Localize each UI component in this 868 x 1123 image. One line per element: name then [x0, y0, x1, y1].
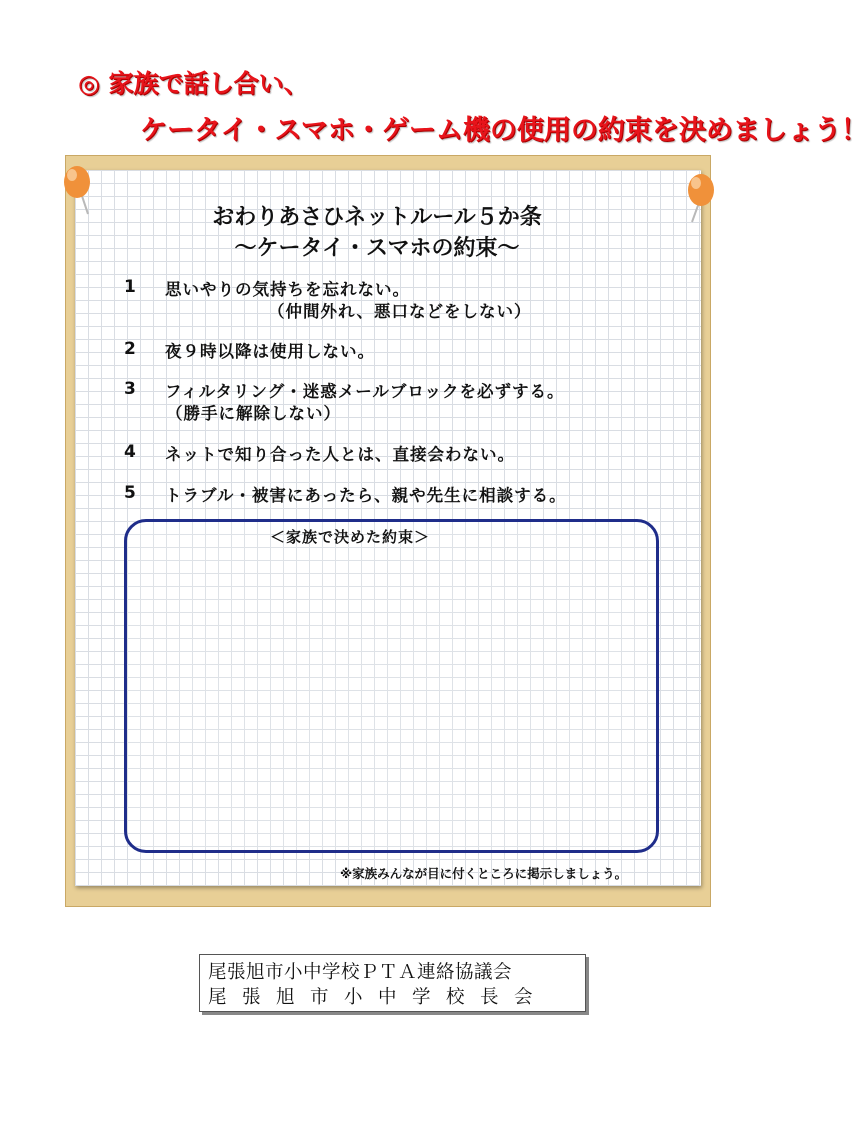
family-promise-label: ＜家族で決めた約束＞ [270, 528, 431, 546]
footnote: ※家族みんなが目に付くところに掲示しましょう。 [340, 866, 628, 881]
rule-number: 2 [124, 339, 136, 359]
rule-text: 思いやりの気持ちを忘れない。 [165, 280, 410, 299]
headline-line-1: ◎ 家族で話し合い、 [78, 69, 309, 98]
organization-pta: 尾張旭市小中学校ＰＴＡ連絡協議会 [208, 962, 513, 983]
card-title: おわりあさひネットルール５か条 [212, 205, 542, 230]
family-promise-box[interactable] [124, 519, 659, 853]
rule-text: 夜９時以降は使用しない。 [165, 342, 375, 361]
rule-text: トラブル・被害にあったら、親や先生に相談する。 [165, 486, 567, 505]
rule-number: 4 [124, 442, 136, 462]
organization-principals: 尾張旭市小中学校長会 [208, 987, 549, 1008]
rule-number: 5 [124, 483, 136, 503]
rule-note: （勝手に解除しない） [166, 404, 341, 423]
rule-text: フィルタリング・迷惑メールブロックを必ずする。 [165, 382, 565, 401]
rule-number: 3 [124, 379, 136, 399]
rule-number: 1 [124, 277, 136, 297]
headline-line-2: ケータイ・スマホ・ゲーム機の使用の約束を決めましょう！ [140, 115, 868, 146]
rule-note: （仲間外れ、悪口などをしない） [268, 302, 532, 321]
rule-text: ネットで知り合った人とは、直接会わない。 [165, 445, 515, 464]
card-subtitle: ～ケータイ・スマホの約束～ [234, 236, 520, 261]
